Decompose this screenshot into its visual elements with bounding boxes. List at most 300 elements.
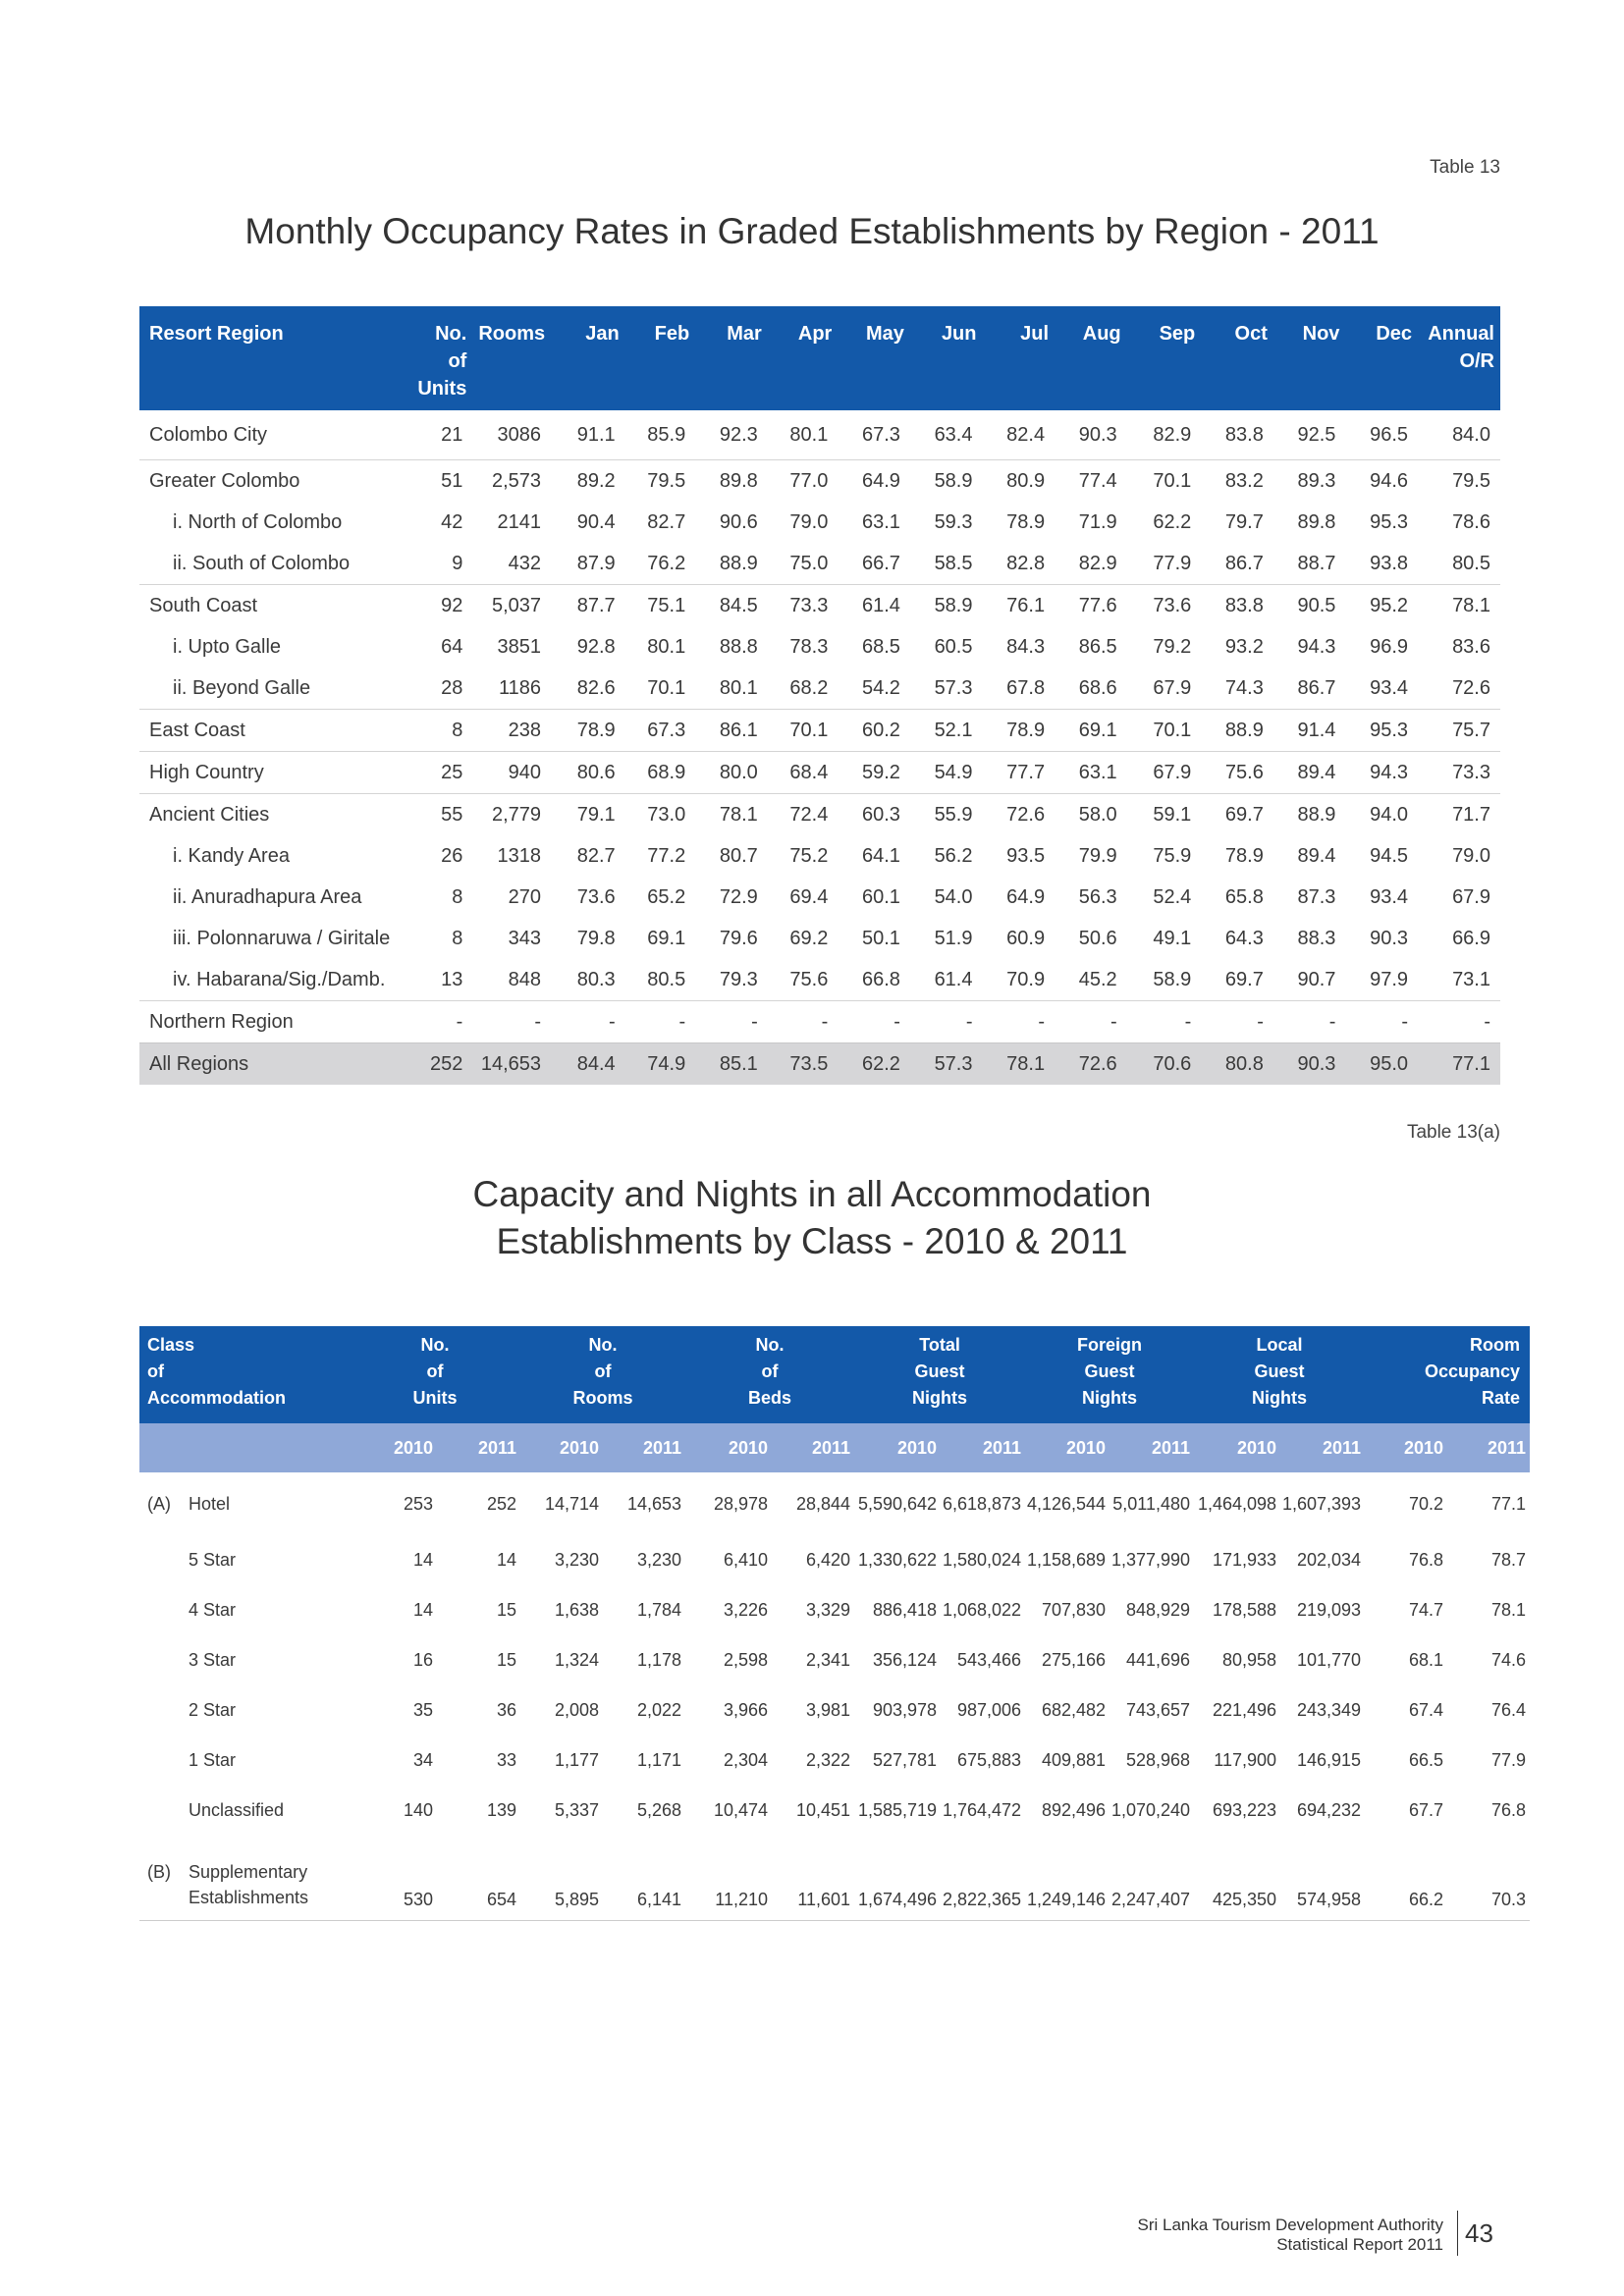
month-rate-cell: 72.4 [768,794,839,836]
month-rate-cell: 65.8 [1224,886,1264,908]
month-rate-cell: 83.8 [1224,424,1264,446]
value-cell: 1,464,098 [1197,1493,1277,1514]
year-2011: 2011 [1110,1423,1194,1472]
month-rate-cell: 74.9 [625,1043,696,1086]
value-cell: 275,166 [1041,1650,1107,1670]
month-rate-cell: 94.0 [1345,794,1418,836]
header-rooms: No. of Rooms [520,1326,685,1423]
month-rate-cell: 59.1 [1127,794,1202,836]
month-rate-cell: 89.4 [1273,752,1346,794]
month-rate-cell: 80.1 [647,636,686,658]
month-rate-cell: 75.6 [1201,752,1273,794]
class-row [139,1535,1530,1585]
class-name: 1 Star [189,1750,237,1770]
region-row [139,543,1500,585]
supplementary-row [139,1836,1530,1921]
region-row [139,460,1500,503]
month-rate-cell: 94.5 [1370,845,1409,867]
value-cell: 252 [486,1493,516,1514]
month-rate-cell: 89.8 [695,460,768,503]
region-name: East Coast [139,710,410,752]
month-rate-cell: 88.9 [1201,710,1273,752]
year-2011: 2011 [603,1423,685,1472]
month-rate-cell: 58.9 [910,460,983,503]
month-rate-cell: 90.3 [1273,1043,1346,1086]
month-rate-cell: 61.4 [838,585,910,627]
month-rate-cell: 68.2 [789,677,829,699]
value-cell: 139 [486,1800,516,1820]
table-13a-title: Capacity and Nights in all Accommodation Establishments by Class - 2010 & 2011 [472,1174,1152,1261]
month-rate-cell: 75.2 [789,845,829,867]
month-rate-cell: 59.3 [934,511,973,533]
month-rate-cell: 80.1 [719,677,758,699]
value-cell: 4,126,544 [1026,1493,1107,1514]
units-cell: 51 [410,460,472,503]
month-rate-cell: 78.3 [789,636,829,658]
annual-rate-cell: - [1418,1001,1500,1043]
annual-rate-cell: 83.6 [1452,636,1490,658]
region-name: i. North of Colombo [173,511,343,533]
month-rate-cell: 95.3 [1345,710,1418,752]
month-rate-cell: 85.9 [647,424,686,446]
annual-rate-cell: 67.9 [1452,886,1490,908]
month-rate-cell: 90.5 [1273,585,1346,627]
month-rate-cell: 71.9 [1078,511,1117,533]
header-month: Apr [768,306,839,410]
capacity-header-row [139,1326,1530,1423]
class-marker: (B) [147,1862,171,1882]
month-rate-cell: 80.6 [551,752,625,794]
month-rate-cell: 90.3 [1078,424,1117,446]
month-rate-cell: 84.4 [551,1043,625,1086]
month-rate-cell: 64.9 [1006,886,1046,908]
value-cell: 425,350 [1194,1836,1280,1921]
header-foreign-guest-nights: Foreign Guest Nights [1025,1326,1194,1423]
month-rate-cell: - [551,1001,625,1043]
month-rate-cell: 97.9 [1370,969,1409,990]
value-cell: 67.4 [1408,1700,1444,1720]
total-row [139,1043,1500,1086]
rooms-cell: 848 [508,969,542,990]
annual-rate-cell: 84.0 [1452,424,1490,446]
month-rate-cell: 57.3 [910,1043,983,1086]
month-rate-cell: 70.1 [1127,710,1202,752]
month-rate-cell: 70.6 [1127,1043,1202,1086]
month-rate-cell: 87.3 [1297,886,1336,908]
value-cell: 6,141 [603,1836,685,1921]
month-rate-cell: 85.1 [695,1043,768,1086]
units-cell: 55 [410,794,472,836]
month-rate-cell: 67.9 [1127,752,1202,794]
year-2011: 2011 [437,1423,520,1472]
month-rate-cell: 73.5 [768,1043,839,1086]
month-rate-cell: 77.9 [1153,553,1192,574]
month-rate-cell: 73.0 [625,794,696,836]
value-cell: 1,171 [636,1750,682,1770]
rooms-cell: 238 [472,710,551,752]
class-row [139,1585,1530,1635]
value-cell: 5,268 [636,1800,682,1820]
value-cell: 15 [496,1650,516,1670]
month-rate-cell: 70.1 [1127,460,1202,503]
header-month: Jul [983,306,1056,410]
region-name: iii. Polonnaruwa / Giritale [173,928,391,949]
annual-rate-cell: 79.0 [1452,845,1490,867]
month-rate-cell: 66.8 [861,969,900,990]
value-cell: 1,638 [554,1600,599,1620]
class-label [139,1535,350,1585]
units-cell: 21 [441,424,463,446]
value-cell: 3,966 [723,1700,769,1720]
value-cell: 2,341 [805,1650,851,1670]
month-rate-cell: - [1201,1001,1273,1043]
value-cell: 6,420 [805,1550,851,1570]
month-rate-cell: 74.3 [1224,677,1264,699]
month-rate-cell: 57.3 [934,677,973,699]
annual-rate-cell: 79.5 [1418,460,1500,503]
month-rate-cell: 86.7 [1297,677,1336,699]
month-rate-cell: 75.1 [625,585,696,627]
month-rate-cell: 59.2 [838,752,910,794]
month-rate-cell: 56.3 [1078,886,1117,908]
value-cell: 886,418 [872,1600,938,1620]
value-cell: 848,929 [1125,1600,1191,1620]
month-rate-cell: 95.0 [1345,1043,1418,1086]
value-cell: 693,223 [1212,1800,1277,1820]
value-cell: 1,177 [554,1750,599,1770]
value-cell: 77.9 [1491,1750,1527,1770]
month-rate-cell: 63.1 [1055,752,1127,794]
footer-line-1: Sri Lanka Tourism Development Authority [1137,2216,1443,2234]
value-cell: 28,844 [795,1493,851,1514]
month-rate-cell: 72.6 [983,794,1056,836]
capacity-table-body [139,1472,1530,1921]
value-cell: 76.8 [1408,1550,1444,1570]
class-label [139,1836,350,1921]
value-cell: 171,933 [1212,1550,1277,1570]
annual-rate-cell: 73.3 [1418,752,1500,794]
month-rate-cell: 94.3 [1297,636,1336,658]
value-cell: 140 [403,1800,433,1820]
value-cell: 3,981 [805,1700,851,1720]
month-rate-cell: 93.8 [1370,553,1409,574]
class-label [139,1585,350,1635]
page-number: 43 [1465,2218,1493,2248]
region-row [139,877,1500,918]
value-cell: 675,883 [956,1750,1022,1770]
rooms-cell: 343 [508,928,542,949]
value-cell: 66.2 [1365,1836,1447,1921]
month-rate-cell: 64.9 [838,460,910,503]
value-cell: 3,230 [554,1550,599,1570]
year-2010: 2010 [1025,1423,1110,1472]
month-rate-cell: 54.9 [910,752,983,794]
value-cell: 530 [350,1836,437,1921]
month-rate-cell: - [1055,1001,1127,1043]
value-cell: 28,978 [713,1493,769,1514]
value-cell: 987,006 [956,1700,1022,1720]
month-rate-cell: 45.2 [1078,969,1117,990]
rooms-cell: 2,573 [472,460,551,503]
value-cell: 2,022 [636,1700,682,1720]
month-rate-cell: 72.9 [719,886,758,908]
rooms-cell: 5,037 [472,585,551,627]
occupancy-table [139,306,1500,1085]
region-row [139,918,1500,959]
region-name: i. Upto Galle [173,636,282,658]
value-cell: 70.2 [1408,1493,1444,1514]
year-2010: 2010 [1365,1423,1447,1472]
month-rate-cell: 64.1 [861,845,900,867]
value-cell: 68.1 [1408,1650,1444,1670]
header-month: Sep [1127,306,1202,410]
region-name: ii. South of Colombo [173,553,351,574]
month-rate-cell: 95.2 [1345,585,1418,627]
month-rate-cell: 58.9 [1153,969,1192,990]
month-rate-cell: 88.9 [719,553,758,574]
month-rate-cell: 79.3 [719,969,758,990]
month-rate-cell: 82.9 [1153,424,1192,446]
month-rate-cell: 67.9 [1153,677,1192,699]
month-rate-cell: 94.3 [1345,752,1418,794]
value-cell: 707,830 [1041,1600,1107,1620]
value-cell: 11,210 [685,1836,772,1921]
month-rate-cell: 93.2 [1224,636,1264,658]
month-rate-cell: 89.4 [1297,845,1336,867]
value-cell: 74.6 [1491,1650,1527,1670]
value-cell: 146,915 [1296,1750,1362,1770]
month-rate-cell: 60.9 [1006,928,1046,949]
class-name: 3 Star [189,1650,237,1670]
header-month: Dec [1345,306,1418,410]
month-rate-cell: 84.5 [695,585,768,627]
month-rate-cell: 70.9 [1006,969,1046,990]
class-label [139,1685,350,1735]
header-month: May [838,306,910,410]
month-rate-cell: 62.2 [1153,511,1192,533]
month-rate-cell: - [1273,1001,1346,1043]
value-cell: 253 [403,1493,433,1514]
annual-rate-cell: 78.6 [1452,511,1490,533]
footer-publisher [1137,2216,1443,2255]
value-cell: 903,978 [872,1700,938,1720]
month-rate-cell: 79.1 [551,794,625,836]
month-rate-cell: 78.9 [1006,511,1046,533]
units-cell: 8 [452,928,463,949]
region-name: High Country [139,752,410,794]
value-cell: 5,590,642 [857,1493,938,1514]
month-rate-cell: 58.5 [934,553,973,574]
table-13-label: Table 13 [1430,157,1500,178]
month-rate-cell: 88.3 [1297,928,1336,949]
month-rate-cell: 69.7 [1224,969,1264,990]
value-cell: 2,822,365 [941,1836,1025,1921]
value-cell: 78.7 [1491,1550,1527,1570]
rooms-cell: 14,653 [472,1043,551,1086]
month-rate-cell: 77.4 [1055,460,1127,503]
month-rate-cell: 87.9 [576,553,616,574]
month-rate-cell: 79.6 [719,928,758,949]
month-rate-cell: 80.9 [983,460,1056,503]
month-rate-cell: 93.5 [1006,845,1046,867]
month-rate-cell: 80.3 [576,969,616,990]
value-cell: 1,158,689 [1026,1550,1107,1570]
units-cell: 28 [441,677,463,699]
month-rate-cell: 73.3 [768,585,839,627]
class-name: Unclassified [189,1800,285,1820]
region-row [139,794,1500,836]
units-cell: - [410,1001,472,1043]
header-units: No. of Units [410,306,472,410]
month-rate-cell: 78.9 [1224,845,1264,867]
rooms-cell: 2,779 [472,794,551,836]
value-cell: 5,011,480 [1112,1493,1191,1514]
value-cell: 2,598 [723,1650,769,1670]
value-cell: 14,653 [626,1493,682,1514]
month-rate-cell: 80.0 [695,752,768,794]
annual-rate-cell: 66.9 [1452,928,1490,949]
month-rate-cell: 78.1 [983,1043,1056,1086]
value-cell: 221,496 [1212,1700,1277,1720]
value-cell: 1,068,022 [942,1600,1022,1620]
month-rate-cell: 54.2 [861,677,900,699]
month-rate-cell: 96.5 [1370,424,1409,446]
value-cell: 654 [437,1836,520,1921]
month-rate-cell: 79.0 [789,511,829,533]
header-local-guest-nights: Local Guest Nights [1194,1326,1365,1423]
value-cell: 219,093 [1296,1600,1362,1620]
month-rate-cell: - [625,1001,696,1043]
units-cell: 25 [410,752,472,794]
value-cell: 892,496 [1041,1800,1107,1820]
value-cell: 70.3 [1447,1836,1530,1921]
month-rate-cell: 75.9 [1153,845,1192,867]
month-rate-cell: 50.1 [861,928,900,949]
year-header-blank [139,1423,350,1472]
month-rate-cell: 95.3 [1370,511,1409,533]
month-rate-cell: 75.0 [789,553,829,574]
header-month: Feb [625,306,696,410]
units-cell: 252 [410,1043,472,1086]
month-rate-cell: 93.4 [1370,886,1409,908]
year-2010: 2010 [685,1423,772,1472]
month-rate-cell: 78.1 [695,794,768,836]
month-rate-cell: 92.5 [1297,424,1336,446]
value-cell: 36 [496,1700,516,1720]
month-rate-cell: 82.7 [647,511,686,533]
value-cell: 1,580,024 [942,1550,1022,1570]
month-rate-cell: 82.4 [1006,424,1046,446]
month-rate-cell: 83.8 [1201,585,1273,627]
month-rate-cell: 89.8 [1297,511,1336,533]
month-rate-cell: 63.1 [861,511,900,533]
month-rate-cell: 76.2 [647,553,686,574]
header-month: Nov [1273,306,1346,410]
value-cell: 34 [412,1750,433,1770]
month-rate-cell: - [695,1001,768,1043]
header-total-guest-nights: Total Guest Nights [854,1326,1025,1423]
value-cell: 1,607,393 [1281,1493,1362,1514]
value-cell: 117,900 [1214,1750,1277,1770]
month-rate-cell: 93.4 [1370,677,1409,699]
region-row [139,752,1500,794]
value-cell: 1,674,496 [854,1836,941,1921]
value-cell: 1,324 [554,1650,599,1670]
month-rate-cell: 82.8 [1006,553,1046,574]
value-cell: 574,958 [1280,1836,1365,1921]
header-month: Jan [551,306,625,410]
region-name: ii. Beyond Galle [173,677,311,699]
value-cell: 76.8 [1491,1800,1527,1820]
rooms-cell: 1318 [497,845,542,867]
month-rate-cell: 78.9 [551,710,625,752]
month-rate-cell: 70.1 [768,710,839,752]
value-cell: 35 [412,1700,433,1720]
units-cell: 8 [452,886,463,908]
month-rate-cell: 66.7 [861,553,900,574]
header-month: Jun [910,306,983,410]
value-cell: 5,337 [554,1800,599,1820]
value-cell: 356,124 [872,1650,938,1670]
table-13a-label: Table 13(a) [1406,1122,1500,1143]
footer-line-2: Statistical Report 2011 [1276,2235,1443,2254]
class-name: Hotel [189,1493,231,1514]
value-cell: 694,232 [1296,1800,1362,1820]
year-header-row [139,1423,1530,1472]
month-rate-cell: 55.9 [910,794,983,836]
value-cell: 2,304 [723,1750,769,1770]
rooms-cell: 3086 [497,424,542,446]
month-rate-cell: 82.6 [576,677,616,699]
month-rate-cell: 91.4 [1273,710,1346,752]
value-cell: 441,696 [1125,1650,1191,1670]
region-row [139,410,1500,460]
region-name: Greater Colombo [139,460,410,503]
value-cell: 14 [412,1600,433,1620]
occupancy-table-body [139,410,1500,1085]
value-cell: 33 [496,1750,516,1770]
header-units: No. of Units [350,1326,520,1423]
class-name: 4 Star [189,1600,237,1620]
value-cell: 243,349 [1296,1700,1362,1720]
value-cell: 14 [496,1550,516,1570]
month-rate-cell: 67.3 [861,424,900,446]
units-cell: 9 [452,553,463,574]
class-label [139,1472,350,1535]
region-row [139,835,1500,877]
region-row [139,1001,1500,1043]
value-cell: 67.7 [1408,1800,1444,1820]
month-rate-cell: 79.7 [1224,511,1264,533]
month-rate-cell: 77.6 [1055,585,1127,627]
month-rate-cell: 79.8 [576,928,616,949]
value-cell: 2,322 [805,1750,851,1770]
month-rate-cell: 88.7 [1297,553,1336,574]
value-cell: 1,784 [636,1600,682,1620]
annual-rate-cell: 72.6 [1452,677,1490,699]
value-cell: 14,714 [544,1493,599,1514]
class-marker: (A) [147,1493,171,1514]
value-cell: 528,968 [1125,1750,1191,1770]
month-rate-cell: 78.9 [983,710,1056,752]
month-rate-cell: - [768,1001,839,1043]
month-rate-cell: 80.5 [647,969,686,990]
month-rate-cell: 83.2 [1201,460,1273,503]
region-row [139,710,1500,752]
annual-rate-cell: 75.7 [1418,710,1500,752]
region-name: i. Kandy Area [173,845,290,867]
month-rate-cell: 82.7 [576,845,616,867]
